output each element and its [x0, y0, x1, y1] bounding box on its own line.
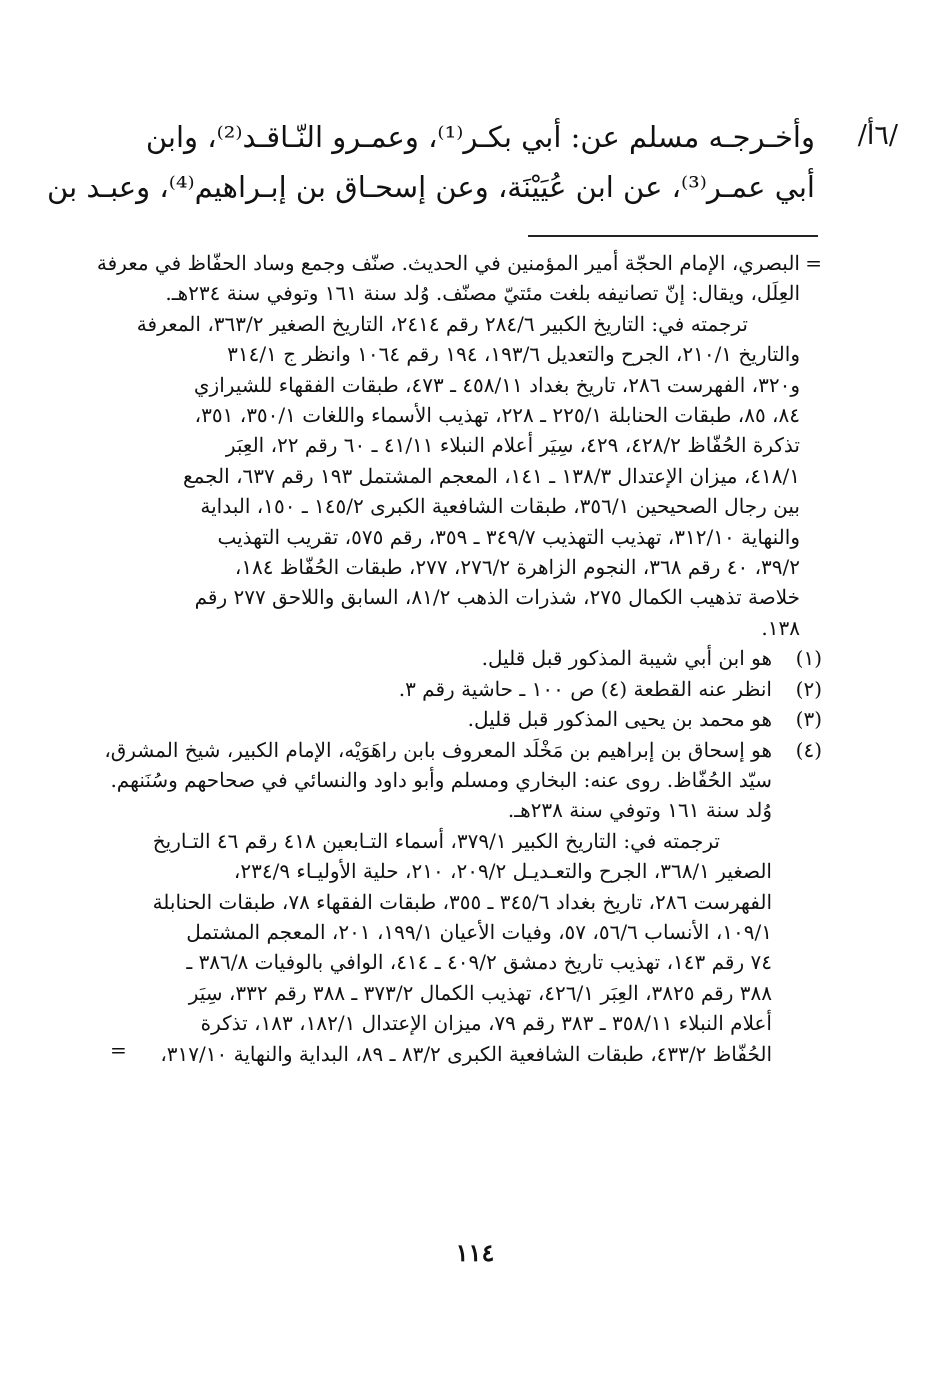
main-text — [47, 112, 815, 212]
footnote-separator — [528, 235, 818, 237]
main-text-line: أبي عمـر⁽³⁾، عن ابن عُيَيْنَة، وعن إسحـاق بن إبـراهيم⁽⁴⁾، وعبـد بن — [47, 170, 815, 204]
footnote-line: والتاريخ ٢١٠/١، الجرح والتعديل ١٩٣/٦، ١٩٤ رقم ١٠٦٤ وانظر ج ٣١٤/١ — [227, 342, 800, 367]
footnote-line: ٧٤ رقم ١٤٣، تهذيب تاريخ دمشق ٤٠٩/٢ ـ ٤١٤، الوافي بالوفيات ٣٨٦/٨ ـ — [186, 950, 772, 975]
continuation-mark: = — [805, 251, 822, 275]
footnote-line: أعلام النبلاء ٣٥٨/١١ ـ ٣٨٣ رقم ٧٩، ميزان الإعتدال ١٨٢/١، ١٨٣، تذكرة — [200, 1011, 772, 1036]
footnote-line: ٤١٨/١، ميزان الإعتدال ١٣٨/٣ ـ ١٤١، المعجم المشتمل ١٩٣ رقم ٦٣٧، الجمع — [182, 463, 800, 488]
footnote-line: ٨٤، ٨٥، طبقات الحنابلة ٢٢٥/١ ـ ٢٢٨، تهذيب الأسماء واللغات ٣٥٠/١، ٣٥١، — [194, 403, 800, 428]
footnote-4 — [104, 735, 822, 1069]
main-text-line: وأخـرجـه مسلم عن: أبي بكـر⁽¹⁾، وعمـرو النّـاقـد⁽²⁾، وابن — [145, 120, 815, 154]
footnote-line: والنهاية ٣١٢/١٠، تهذيب التهذيب ٣٤٩/٧ ـ ٣٥٩، رقم ٥٧٥، تقريب التهذيب — [217, 524, 800, 549]
footnote-2 — [120, 674, 822, 704]
footnote-line: سيّد الحُفّاظ. روى عنه: البخاري ومسلم وأبو داود والنسائي في صحاحهم وسُنَنهم. — [110, 767, 772, 792]
footnote-line: بين رجال الصحيحين ٣٥٦/١، طبقات الشافعية الكبرى ١٤٥/٢ ـ ١٥٠، البداية — [200, 494, 800, 519]
footnote-line: ٣٩/٢، ٤٠ رقم ٣٦٨، النجوم الزاهرة ٢٧٦/٢، ٢٧٧، طبقات الحُفّاظ ١٨٤، — [234, 555, 800, 580]
footnote-line: خلاصة تذهيب الكمال ٢٧٥، شذرات الذهب ٨١/٢، السابق واللاحق ٢٧٧ رقم — [194, 585, 800, 610]
footnote-line: هو إسحاق بن إبراهيم بن مَخْلَد المعروف بابن راهَوَيْه، الإمام الكبير، شيخ المشرق، — [104, 737, 772, 762]
footnote-line: ١٣٨. — [761, 615, 800, 640]
footnote-line: الفهرست ٢٨٦، تاريخ بغداد ٣٤٥/٦ ـ ٣٥٥، طبقات الفقهاء ٧٨، طبقات الحنابلة — [152, 889, 772, 914]
footnote-line: البصري، الإمام الحجّة أمير المؤمنين في الحديث. صنّف وجمع وساد الحفّاظ في معرفة — [96, 251, 800, 275]
footnote-number: (٢) — [795, 676, 822, 701]
footnote-number: (٣) — [795, 707, 822, 732]
footnote-line: الحُفّاظ ٤٣٣/٢، طبقات الشافعية الكبرى ٨٣/٢ ـ ٨٩، البداية والنهاية ٣١٧/١٠، — [160, 1041, 772, 1066]
footnote-number: (١) — [795, 646, 822, 671]
footnote-text: انظر عنه القطعة (٤) ص ١٠٠ ـ حاشية رقم ٣. — [398, 676, 772, 701]
footnote-line: وُلد سنة ١٦١ وتوفي سنة ٢٣٨هـ. — [507, 798, 772, 823]
continuation-mark: = — [110, 1037, 127, 1062]
footnote-line: ترجمته في: التاريخ الكبير ٣٧٩/١، أسماء التـابعين ٤١٨ رقم ٤٦ التـاريخ — [152, 828, 720, 853]
page-number: ١١٤ — [455, 1238, 495, 1267]
manuscript-folio-marker: /٦أ/ — [857, 120, 898, 151]
footnote-text: هو ابن أبي شيبة المذكور قبل قليل. — [481, 646, 772, 671]
footnote-text: هو محمد بن يحيى المذكور قبل قليل. — [467, 707, 772, 732]
footnotes — [96, 248, 822, 1069]
footnote-line: الصغير ٣٦٨/١، الجرح والتعـديـل ٢٠٩/٢، ٢١٠، حلية الأوليـاء ٢٣٤/٩، — [233, 859, 772, 884]
footnote-line: تذكرة الحُفّاظ ٤٢٨/٢، ٤٢٩، سِيَر أعلام النبلاء ٤١/١١ ـ ٦٠ رقم ٢٢، العِبَر — [225, 433, 800, 458]
footnote-3 — [120, 704, 822, 734]
footnote-line: العِلَل، ويقال: إنّ تصانيفه بلغت مئتيّ مصنّف. وُلد سنة ١٦١ وتوفي سنة ٢٣٤هـ. — [165, 281, 800, 306]
footnote-continued — [96, 248, 822, 643]
footnote-number: (٤) — [795, 737, 822, 762]
footnote-line: ترجمته في: التاريخ الكبير ٢٨٤/٦ رقم ٢٤١٤، التاريخ الصغير ٣٦٣/٢، المعرفة — [136, 311, 748, 336]
footnote-1 — [120, 643, 822, 673]
footnote-line: ٣٨٨ رقم ٣٨٢٥، العِبَر ٤٢٦/١، تهذيب الكمال ٣٧٣/٢ ـ ٣٨٨ رقم ٣٣٢، سِيَر — [188, 980, 772, 1005]
footnote-line: ١٠٩/١، الأنساب ٥٦/٦، ٥٧، وفيات الأعيان ١٩٩/١، ٢٠١، المعجم المشتمل — [186, 919, 772, 944]
footnote-line: و٣٢٠، الفهرست ٢٨٦، تاريخ بغداد ٤٥٨/١١ ـ ٤٧٣، طبقات الفقهاء للشيرازي — [193, 372, 800, 397]
